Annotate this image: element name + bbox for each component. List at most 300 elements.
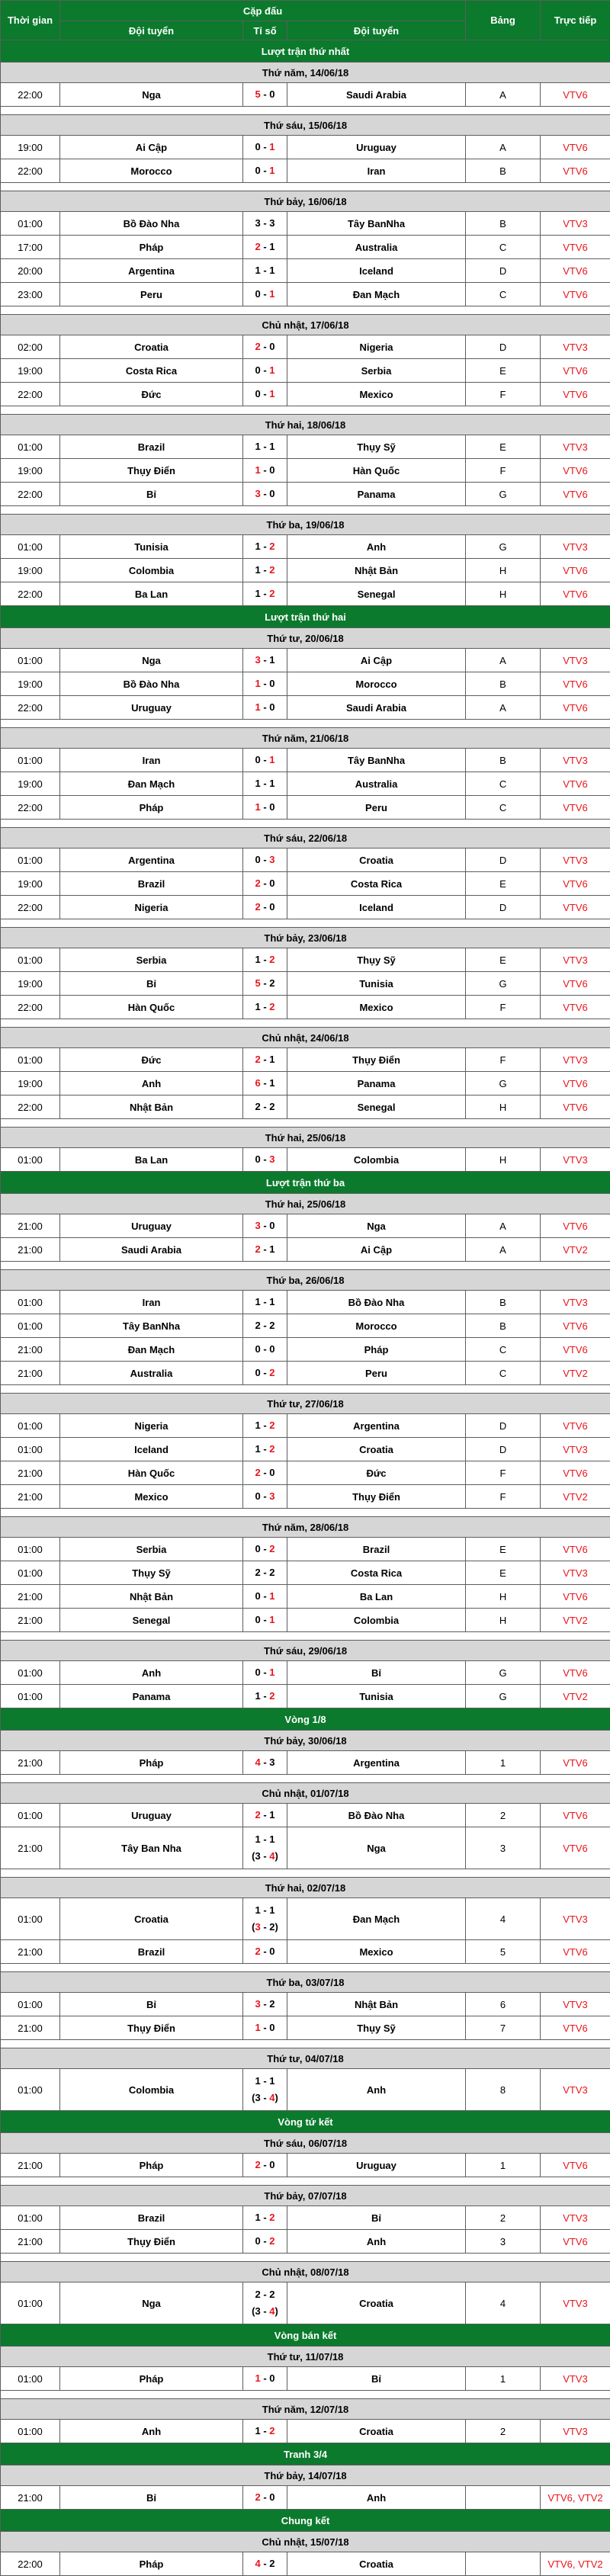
tv-channel: VTV2 — [541, 1238, 610, 1262]
home-score: 1 — [255, 1001, 260, 1012]
home-score: 4 — [255, 2558, 260, 2569]
date-row — [1, 2532, 610, 2552]
score-line: 0 - 1 — [246, 139, 284, 156]
spacer-row — [1, 919, 610, 928]
kickoff-time: 20:00 — [1, 259, 60, 283]
away-score: 2 — [269, 588, 274, 599]
home-score: 1 — [255, 1690, 260, 1702]
match-date: Thứ hai, 25/06/18 — [1, 1194, 610, 1214]
match-row — [1, 1072, 610, 1096]
home-score: 0 — [255, 141, 260, 152]
home-score: 1 — [255, 954, 260, 965]
match-date: Thứ ba, 26/06/18 — [1, 1270, 610, 1291]
away-score: 0 — [269, 678, 274, 689]
match-date: Thứ bảy, 23/06/18 — [1, 928, 610, 948]
group — [466, 2486, 541, 2510]
group: D — [466, 259, 541, 283]
kickoff-time: 19:00 — [1, 672, 60, 696]
group: D — [466, 849, 541, 872]
match-date: Chủ nhật, 01/07/18 — [1, 1783, 610, 1804]
kickoff-time: 21:00 — [1, 1940, 60, 1964]
match-row — [1, 535, 610, 559]
group: C — [466, 772, 541, 796]
score — [243, 2230, 287, 2254]
score — [243, 696, 287, 720]
home-team: Uruguay — [60, 1804, 243, 1827]
kickoff-time: 21:00 — [1, 1214, 60, 1238]
home-penalty-score: 3 — [255, 1850, 260, 1862]
home-score: 3 — [255, 217, 260, 229]
group: A — [466, 1238, 541, 1262]
away-team: Pháp — [287, 1338, 466, 1362]
away-team: Nigeria — [287, 335, 466, 359]
away-team: Iceland — [287, 896, 466, 919]
kickoff-time: 19:00 — [1, 972, 60, 996]
spacer-row — [1, 506, 610, 515]
home-score: 2 — [255, 1467, 260, 1478]
home-penalty-score: 3 — [255, 2305, 260, 2317]
match-row — [1, 996, 610, 1019]
score — [243, 2154, 287, 2177]
home-team: Iran — [60, 1291, 243, 1314]
tv-channel: VTV6 — [541, 1338, 610, 1362]
home-team: Nga — [60, 83, 243, 107]
away-penalty-score: 4 — [269, 1850, 274, 1862]
away-score: 2 — [269, 541, 274, 552]
tv-channel: VTV3 — [541, 335, 610, 359]
score-line: 4 - 2 — [246, 2555, 284, 2572]
group: C — [466, 1362, 541, 1385]
home-score: 0 — [255, 1490, 260, 1502]
away-team: Đan Mạch — [287, 1898, 466, 1940]
score-line: 1 - 1 — [246, 775, 284, 792]
group: D — [466, 335, 541, 359]
stage-row — [1, 2324, 610, 2347]
home-score: 2 — [255, 1946, 260, 1957]
date-row — [1, 1517, 610, 1538]
away-team: Mexico — [287, 383, 466, 406]
date-row — [1, 1783, 610, 1804]
date-row — [1, 1028, 610, 1048]
score — [243, 159, 287, 183]
away-team: Đan Mạch — [287, 283, 466, 306]
kickoff-time: 21:00 — [1, 1609, 60, 1632]
score — [243, 259, 287, 283]
away-score: 1 — [269, 1054, 274, 1065]
home-team: Pháp — [60, 796, 243, 820]
tv-channel: VTV3 — [541, 1438, 610, 1461]
score-line: 1 - 2 — [246, 538, 284, 555]
penalty-line: (3 - 2) — [246, 1919, 284, 1936]
tv-channel: VTV6 — [541, 1940, 610, 1964]
score-line: 2 - 0 — [246, 899, 284, 916]
tv-channel: VTV6 — [541, 159, 610, 183]
home-score: 3 — [255, 654, 260, 666]
score-line: 0 - 1 — [246, 362, 284, 379]
away-score: 1 — [269, 778, 274, 789]
schedule-body — [1, 40, 610, 2576]
group: 1 — [466, 1751, 541, 1775]
match-row — [1, 283, 610, 306]
home-team: Hàn Quốc — [60, 1461, 243, 1485]
home-penalty-score: 3 — [255, 2092, 260, 2103]
home-team: Uruguay — [60, 696, 243, 720]
tv-channel: VTV6 — [541, 1314, 610, 1338]
away-score: 0 — [269, 2372, 274, 2384]
score-line: 1 - 0 — [246, 799, 284, 816]
home-team: Pháp — [60, 2154, 243, 2177]
away-score: 2 — [269, 1443, 274, 1455]
tv-channel: VTV6 — [541, 2230, 610, 2254]
match-row — [1, 1898, 610, 1940]
date-row — [1, 2186, 610, 2206]
spacer-row — [1, 1509, 610, 1517]
match-row — [1, 2230, 610, 2254]
away-score: 0 — [269, 877, 274, 889]
home-team: Anh — [60, 2420, 243, 2443]
kickoff-time: 22:00 — [1, 996, 60, 1019]
tv-channel: VTV3 — [541, 1148, 610, 1172]
home-penalty-score: 3 — [255, 1921, 260, 1933]
spacer-cell — [1, 1509, 610, 1517]
score — [243, 335, 287, 359]
home-score: 0 — [255, 288, 260, 300]
spacer-row — [1, 2254, 610, 2262]
match-row — [1, 2486, 610, 2510]
match-date: Thứ sáu, 06/07/18 — [1, 2133, 610, 2154]
home-team: Nhật Bản — [60, 1585, 243, 1609]
away-team: Senegal — [287, 582, 466, 606]
away-score: 1 — [269, 654, 274, 666]
kickoff-time: 21:00 — [1, 1362, 60, 1385]
away-team: Croatia — [287, 2420, 466, 2443]
score — [243, 1561, 287, 1585]
kickoff-time: 01:00 — [1, 535, 60, 559]
score-line: 1 - 1 — [246, 1831, 284, 1848]
home-team: Pháp — [60, 1751, 243, 1775]
group: A — [466, 696, 541, 720]
home-score: 0 — [255, 1343, 260, 1355]
away-team: Ba Lan — [287, 1585, 466, 1609]
spacer-row — [1, 1964, 610, 1972]
kickoff-time: 21:00 — [1, 2486, 60, 2510]
score-line: 2 - 0 — [246, 1943, 284, 1960]
home-team: Mexico — [60, 1485, 243, 1509]
group: G — [466, 483, 541, 506]
score-line: 1 - 0 — [246, 675, 284, 692]
away-team: Hàn Quốc — [287, 459, 466, 483]
group: 1 — [466, 2154, 541, 2177]
group: F — [466, 383, 541, 406]
home-team: Đức — [60, 383, 243, 406]
home-score: 0 — [255, 754, 260, 765]
score — [243, 849, 287, 872]
home-team: Thụy Điển — [60, 459, 243, 483]
stage-title: Lượt trận thứ hai — [1, 606, 610, 628]
kickoff-time: 19:00 — [1, 459, 60, 483]
match-row — [1, 1827, 610, 1869]
home-score: 0 — [255, 1590, 260, 1602]
tv-channel: VTV6 — [541, 582, 610, 606]
away-score: 2 — [269, 1367, 274, 1378]
tv-channel: VTV3 — [541, 948, 610, 972]
score-line: 2 - 0 — [246, 338, 284, 355]
away-score: 0 — [269, 1946, 274, 1957]
spacer-row — [1, 306, 610, 315]
tv-channel: VTV6 — [541, 1661, 610, 1685]
away-team: Panama — [287, 483, 466, 506]
kickoff-time: 22:00 — [1, 796, 60, 820]
score — [243, 136, 287, 159]
home-score: 1 — [255, 564, 260, 576]
group: E — [466, 1561, 541, 1585]
date-row — [1, 2465, 610, 2486]
score — [243, 1214, 287, 1238]
away-team: Thụy Điển — [287, 1048, 466, 1072]
away-team: Thụy Sỹ — [287, 435, 466, 459]
group: G — [466, 535, 541, 559]
away-team: Ai Cập — [287, 649, 466, 672]
group — [466, 2552, 541, 2576]
score — [243, 649, 287, 672]
score-line: 2 - 1 — [246, 1241, 284, 1258]
date-row — [1, 515, 610, 535]
group: F — [466, 1461, 541, 1485]
home-team: Senegal — [60, 1609, 243, 1632]
home-score: 1 — [255, 1420, 260, 1431]
home-team: Argentina — [60, 849, 243, 872]
score-line: 0 - 0 — [246, 1341, 284, 1358]
away-penalty-score: 2 — [269, 1921, 274, 1933]
home-team: Uruguay — [60, 1214, 243, 1238]
spacer-row — [1, 820, 610, 828]
kickoff-time: 22:00 — [1, 83, 60, 107]
stage-title: Vòng tứ kết — [1, 2111, 610, 2133]
date-row — [1, 115, 610, 136]
tv-channel: VTV2 — [541, 1362, 610, 1385]
score — [243, 1338, 287, 1362]
home-team: Ba Lan — [60, 582, 243, 606]
home-team: Peru — [60, 283, 243, 306]
score — [243, 1940, 287, 1964]
match-row — [1, 136, 610, 159]
home-score: 0 — [255, 388, 260, 399]
score — [243, 1438, 287, 1461]
score-line: 0 - 3 — [246, 852, 284, 868]
score-line: 3 - 3 — [246, 215, 284, 232]
score-line: 3 - 2 — [246, 1996, 284, 2013]
match-row — [1, 872, 610, 896]
match-row — [1, 459, 610, 483]
header-score: Tỉ số — [243, 21, 287, 40]
home-score: 3 — [255, 1220, 260, 1231]
away-team: Nhật Bản — [287, 1993, 466, 2016]
match-row — [1, 2552, 610, 2576]
score-line: 1 - 2 — [246, 585, 284, 602]
match-date: Thứ hai, 18/06/18 — [1, 415, 610, 435]
spacer-row — [1, 2391, 610, 2399]
away-team: Anh — [287, 2069, 466, 2111]
group: A — [466, 136, 541, 159]
score — [243, 1685, 287, 1708]
match-date: Thứ tư, 20/06/18 — [1, 628, 610, 649]
group: B — [466, 159, 541, 183]
score-line: 4 - 3 — [246, 1754, 284, 1771]
home-score: 4 — [255, 1756, 260, 1768]
away-score: 3 — [269, 1153, 274, 1165]
kickoff-time: 01:00 — [1, 1993, 60, 2016]
spacer-cell — [1, 720, 610, 728]
away-score: 0 — [269, 701, 274, 713]
stage-row — [1, 2111, 610, 2133]
tv-channel: VTV6 — [541, 483, 610, 506]
home-score: 2 — [255, 1567, 260, 1578]
tv-channel: VTV6 — [541, 1072, 610, 1096]
group: C — [466, 236, 541, 259]
spacer-row — [1, 2177, 610, 2186]
group: C — [466, 1338, 541, 1362]
away-team: Uruguay — [287, 2154, 466, 2177]
match-row — [1, 2154, 610, 2177]
kickoff-time: 19:00 — [1, 1072, 60, 1096]
away-score: 0 — [269, 801, 274, 813]
home-team: Saudi Arabia — [60, 1238, 243, 1262]
match-row — [1, 1291, 610, 1314]
match-row — [1, 948, 610, 972]
spacer-cell — [1, 1964, 610, 1972]
away-team: Bồ Đào Nha — [287, 1291, 466, 1314]
match-row — [1, 1751, 610, 1775]
stage-title: Chung kết — [1, 2510, 610, 2532]
tv-channel: VTV3 — [541, 1561, 610, 1585]
kickoff-time: 21:00 — [1, 1585, 60, 1609]
home-team: Brazil — [60, 435, 243, 459]
group: 1 — [466, 2367, 541, 2391]
group: H — [466, 1585, 541, 1609]
match-date: Thứ hai, 02/07/18 — [1, 1878, 610, 1898]
home-score: 1 — [255, 2022, 260, 2033]
score — [243, 1414, 287, 1438]
kickoff-time: 17:00 — [1, 236, 60, 259]
score-line: 3 - 0 — [246, 1217, 284, 1234]
away-team: Tây BanNha — [287, 749, 466, 772]
home-team: Hàn Quốc — [60, 996, 243, 1019]
home-team: Đan Mạch — [60, 1338, 243, 1362]
match-row — [1, 1338, 610, 1362]
away-score: 1 — [269, 1296, 274, 1307]
away-team: Anh — [287, 2486, 466, 2510]
score — [243, 2486, 287, 2510]
away-score: 2 — [269, 1420, 274, 1431]
away-team: Anh — [287, 535, 466, 559]
kickoff-time: 22:00 — [1, 159, 60, 183]
kickoff-time: 22:00 — [1, 1096, 60, 1119]
away-score: 1 — [269, 1833, 274, 1845]
away-team: Morocco — [287, 1314, 466, 1338]
home-score: 1 — [255, 2372, 260, 2384]
away-team: Morocco — [287, 672, 466, 696]
kickoff-time: 19:00 — [1, 359, 60, 383]
away-score: 0 — [269, 341, 274, 352]
tv-channel: VTV6 — [541, 672, 610, 696]
away-team: Saudi Arabia — [287, 696, 466, 720]
date-row — [1, 1394, 610, 1414]
score-line: 1 - 2 — [246, 2209, 284, 2226]
group: B — [466, 1314, 541, 1338]
match-date: Thứ bảy, 14/07/18 — [1, 2465, 610, 2486]
score-line: 1 - 0 — [246, 2019, 284, 2036]
match-row — [1, 1238, 610, 1262]
tv-channel: VTV2 — [541, 1685, 610, 1708]
spacer-cell — [1, 406, 610, 415]
home-score: 1 — [255, 2075, 260, 2087]
tv-channel: VTV6 — [541, 259, 610, 283]
tv-channel: VTV6 — [541, 1538, 610, 1561]
score-line: 2 - 1 — [246, 1807, 284, 1824]
match-row — [1, 1685, 610, 1708]
kickoff-time: 01:00 — [1, 1538, 60, 1561]
score — [243, 1362, 287, 1385]
home-team: Tây Ban Nha — [60, 1827, 243, 1869]
away-team: Australia — [287, 236, 466, 259]
home-team: Ai Cập — [60, 136, 243, 159]
group: 2 — [466, 1804, 541, 1827]
score-line: 2 - 0 — [246, 2157, 284, 2173]
match-row — [1, 649, 610, 672]
date-row — [1, 1194, 610, 1214]
kickoff-time: 21:00 — [1, 1238, 60, 1262]
kickoff-time: 01:00 — [1, 1291, 60, 1314]
score-line: 2 - 0 — [246, 2489, 284, 2506]
score — [243, 1072, 287, 1096]
tv-channel: VTV6 — [541, 796, 610, 820]
spacer-row — [1, 406, 610, 415]
away-score: 1 — [269, 288, 274, 300]
tv-channel: VTV3 — [541, 1291, 610, 1314]
away-team: Colombia — [287, 1609, 466, 1632]
score — [243, 2069, 287, 2111]
home-score: 1 — [255, 1443, 260, 1455]
score-line: 1 - 1 — [246, 438, 284, 455]
away-team: Thụy Điển — [287, 1485, 466, 1509]
score-line: 1 - 1 — [246, 1902, 284, 1919]
home-team: Colombia — [60, 559, 243, 582]
header-group: Bảng — [466, 1, 541, 40]
home-score: 0 — [255, 1543, 260, 1554]
kickoff-time: 19:00 — [1, 559, 60, 582]
penalty-line: (3 - 4) — [246, 1848, 284, 1865]
header-row-top — [1, 1, 610, 21]
score — [243, 435, 287, 459]
tv-channel: VTV6, VTV2 — [541, 2552, 610, 2576]
group: 3 — [466, 2230, 541, 2254]
tv-channel: VTV3 — [541, 2206, 610, 2230]
match-row — [1, 2367, 610, 2391]
home-score: 2 — [255, 2159, 260, 2170]
score — [243, 1993, 287, 2016]
stage-row — [1, 2443, 610, 2465]
score — [243, 1291, 287, 1314]
home-score: 2 — [255, 241, 260, 252]
home-score: 6 — [255, 1077, 260, 1089]
score — [243, 283, 287, 306]
home-team: Panama — [60, 1685, 243, 1708]
home-team: Bỉ — [60, 483, 243, 506]
away-score: 3 — [269, 217, 274, 229]
match-row — [1, 435, 610, 459]
away-score: 2 — [269, 1998, 274, 2010]
kickoff-time: 22:00 — [1, 483, 60, 506]
